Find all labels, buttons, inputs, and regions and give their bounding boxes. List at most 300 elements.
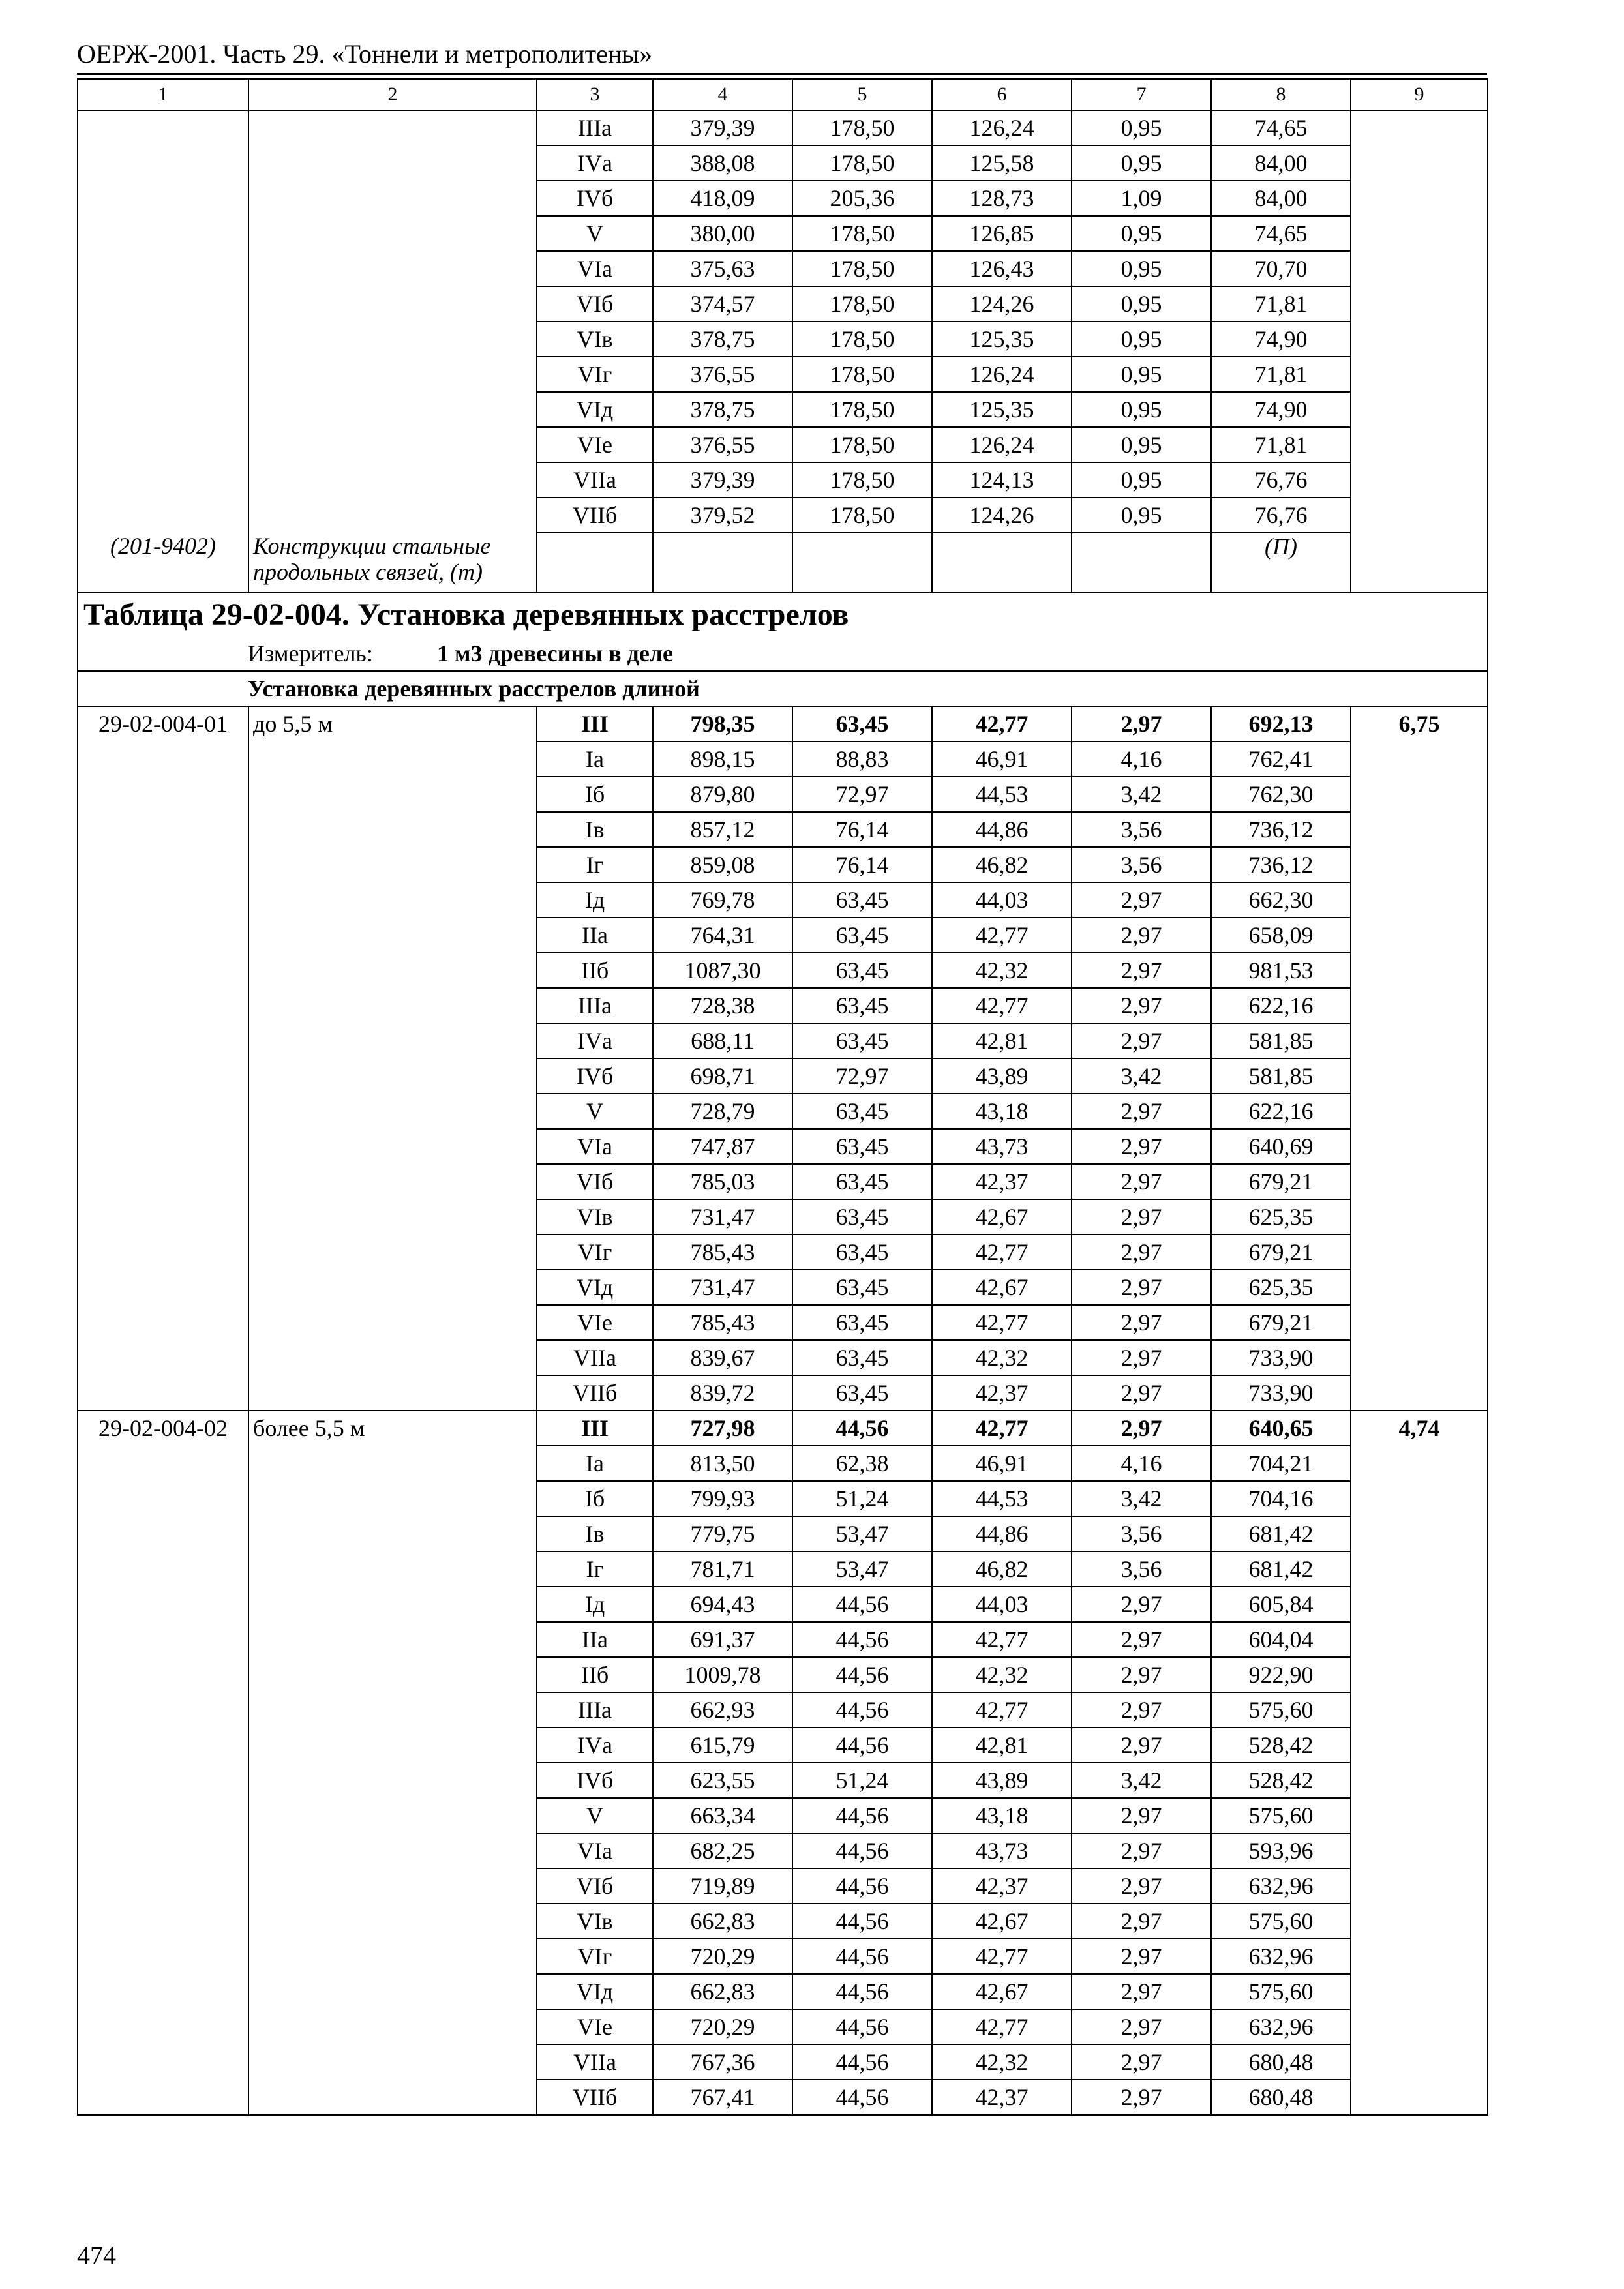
value-cell: 681,42	[1211, 1516, 1351, 1551]
value-cell: 205,36	[792, 181, 932, 216]
value-cell: 593,96	[1211, 1833, 1351, 1868]
labor-cell	[1351, 847, 1488, 882]
value-cell: 622,16	[1211, 1094, 1351, 1129]
labor-cell	[1351, 392, 1488, 427]
rate-name: до 5,5 м	[248, 706, 537, 741]
value-cell: 42,67	[932, 1974, 1072, 2009]
value-cell: 0,95	[1072, 251, 1211, 286]
labor-cell	[1351, 145, 1488, 181]
table-row	[78, 706, 1488, 741]
value-cell: 694,43	[653, 1587, 792, 1622]
name-cell	[248, 1023, 537, 1058]
value-cell: 658,09	[1211, 918, 1351, 953]
labor-cell	[1351, 2009, 1488, 2044]
code-cell	[78, 988, 248, 1023]
name-cell	[248, 1199, 537, 1234]
table-row	[78, 110, 1488, 145]
code-cell	[78, 1904, 248, 1939]
value-cell: 679,21	[1211, 1164, 1351, 1199]
value-cell: 43,89	[932, 1058, 1072, 1094]
table-row	[78, 1058, 1488, 1094]
measure-cell	[78, 636, 1488, 671]
value-cell: 418,09	[653, 181, 792, 216]
value-cell: 42,81	[932, 1728, 1072, 1763]
value-cell: 2,97	[1072, 1411, 1211, 1446]
code-cell	[78, 1798, 248, 1833]
value-cell: 764,31	[653, 918, 792, 953]
value-cell: 528,42	[1211, 1728, 1351, 1763]
value-cell: 63,45	[792, 1129, 932, 1164]
value-cell: 632,96	[1211, 1868, 1351, 1904]
value-cell: 63,45	[792, 1199, 932, 1234]
value-cell: 736,12	[1211, 847, 1351, 882]
name-cell	[248, 1974, 537, 2009]
value-cell: 581,85	[1211, 1058, 1351, 1094]
value-cell: 762,30	[1211, 777, 1351, 812]
value-cell: 2,97	[1072, 1023, 1211, 1058]
column-number: 2	[248, 79, 537, 110]
table-row	[78, 1270, 1488, 1305]
page-number: 474	[77, 2241, 116, 2270]
value-cell: 981,53	[1211, 953, 1351, 988]
value-cell: 728,79	[653, 1094, 792, 1129]
value-cell: 44,56	[792, 2080, 932, 2115]
value-cell: 46,91	[932, 741, 1072, 777]
value-cell: 42,67	[932, 1199, 1072, 1234]
value-cell: 698,71	[653, 1058, 792, 1094]
zone-cell: III	[537, 706, 653, 741]
value-cell: 74,65	[1211, 216, 1351, 251]
zone-cell: Iг	[537, 1551, 653, 1587]
code-cell	[78, 110, 248, 145]
table-row	[78, 812, 1488, 847]
labor-cell	[1351, 1446, 1488, 1481]
value-cell: 126,85	[932, 216, 1072, 251]
zone-cell: VIв	[537, 1199, 653, 1234]
zone-cell: VIг	[537, 357, 653, 392]
table-row	[78, 1939, 1488, 1974]
value-cell: 44,56	[792, 1622, 932, 1657]
zone-cell: IVб	[537, 181, 653, 216]
table-row	[78, 1868, 1488, 1904]
name-cell	[248, 1058, 537, 1094]
value-cell: 839,67	[653, 1340, 792, 1375]
value-cell: 2,97	[1072, 1798, 1211, 1833]
value-cell: 379,39	[653, 462, 792, 498]
table-row	[78, 1587, 1488, 1622]
name-cell	[248, 1692, 537, 1728]
name-cell	[248, 988, 537, 1023]
labor-cell	[1351, 181, 1488, 216]
zone-cell: IVб	[537, 1763, 653, 1798]
value-cell: 839,72	[653, 1375, 792, 1411]
value-cell: 779,75	[653, 1516, 792, 1551]
name-cell	[248, 462, 537, 498]
value-cell: 4,16	[1072, 1446, 1211, 1481]
rate-name: более 5,5 м	[248, 1411, 537, 1446]
value-cell: 178,50	[792, 216, 932, 251]
name-cell	[248, 1234, 537, 1270]
name-cell	[248, 216, 537, 251]
value-cell: 71,81	[1211, 427, 1351, 462]
section-row	[78, 671, 1488, 706]
table-row	[78, 1657, 1488, 1692]
value-cell: 63,45	[792, 882, 932, 918]
value-cell: 43,18	[932, 1798, 1072, 1833]
labor-cell	[1351, 1692, 1488, 1728]
code-cell	[78, 392, 248, 427]
code-cell	[78, 251, 248, 286]
value-cell: 178,50	[792, 251, 932, 286]
code-cell	[78, 357, 248, 392]
value-cell: 43,18	[932, 1094, 1072, 1129]
table-row	[78, 1516, 1488, 1551]
name-cell	[248, 1094, 537, 1129]
value-cell: 680,48	[1211, 2044, 1351, 2080]
measure-value: 1 м3 древесины в деле	[437, 640, 673, 666]
zone-cell: VIг	[537, 1234, 653, 1270]
value-cell: 798,35	[653, 706, 792, 741]
resource-name: Конструкции стальные продольных связей, (т)	[248, 533, 537, 593]
value-cell: 42,77	[932, 1234, 1072, 1270]
header-rule	[77, 73, 1487, 75]
table-row	[78, 882, 1488, 918]
zone-cell: IIб	[537, 1657, 653, 1692]
value-cell: 785,43	[653, 1305, 792, 1340]
value-cell: 769,78	[653, 882, 792, 918]
zone-cell: VIа	[537, 1129, 653, 1164]
value-cell: 857,12	[653, 812, 792, 847]
code-cell	[78, 918, 248, 953]
value-cell: 662,93	[653, 1692, 792, 1728]
column-number: 9	[1351, 79, 1488, 110]
table-row	[78, 216, 1488, 251]
name-cell	[248, 1516, 537, 1551]
name-cell	[248, 1164, 537, 1199]
value-cell: 44,03	[932, 1587, 1072, 1622]
labor-cell	[1351, 462, 1488, 498]
value-cell: 733,90	[1211, 1340, 1351, 1375]
code-cell	[78, 462, 248, 498]
value-cell: 682,25	[653, 1833, 792, 1868]
value-cell: 42,37	[932, 1868, 1072, 1904]
code-cell	[78, 1974, 248, 2009]
value-cell: 44,53	[932, 777, 1072, 812]
value-cell: 2,97	[1072, 1094, 1211, 1129]
value-cell: 42,77	[932, 988, 1072, 1023]
value-cell: 2,97	[1072, 2044, 1211, 2080]
value-cell: 2,97	[1072, 1904, 1211, 1939]
code-cell	[78, 1129, 248, 1164]
value-cell: 0,95	[1072, 498, 1211, 533]
code-cell	[78, 2009, 248, 2044]
value-cell: 2,97	[1072, 706, 1211, 741]
labor-cell	[1351, 1234, 1488, 1270]
code-cell	[78, 1058, 248, 1094]
value-cell: 632,96	[1211, 1939, 1351, 1974]
value-cell: 2,97	[1072, 2080, 1211, 2115]
value-cell: 42,77	[932, 1622, 1072, 1657]
code-cell	[78, 1234, 248, 1270]
value-cell: 44,53	[932, 1481, 1072, 1516]
zone-cell: VIIа	[537, 2044, 653, 2080]
value-cell: 63,45	[792, 1023, 932, 1058]
value-cell: 51,24	[792, 1481, 932, 1516]
table-row	[78, 392, 1488, 427]
table-row	[78, 1904, 1488, 1939]
code-cell	[78, 2044, 248, 2080]
value-cell: 178,50	[792, 462, 932, 498]
value-cell: 44,86	[932, 812, 1072, 847]
table-row	[78, 1446, 1488, 1481]
code-cell	[78, 812, 248, 847]
value-cell: 178,50	[792, 110, 932, 145]
value-cell: 44,56	[792, 1833, 932, 1868]
name-cell	[248, 427, 537, 462]
labor-cell	[1351, 1305, 1488, 1340]
labor-cell	[1351, 953, 1488, 988]
labor-cell	[1351, 777, 1488, 812]
value-cell: 575,60	[1211, 1692, 1351, 1728]
labor-cell	[1351, 322, 1488, 357]
name-cell	[248, 1798, 537, 1833]
value-cell: 125,35	[932, 322, 1072, 357]
value-cell: 2,97	[1072, 953, 1211, 988]
value-cell: 2,97	[1072, 988, 1211, 1023]
table-row	[78, 251, 1488, 286]
name-cell	[248, 1551, 537, 1587]
value-cell: 44,56	[792, 2009, 932, 2044]
table-body	[78, 79, 1488, 2115]
value-cell: 581,85	[1211, 1023, 1351, 1058]
value-cell: 46,82	[932, 847, 1072, 882]
value-cell: 178,50	[792, 392, 932, 427]
value-cell: 125,35	[932, 392, 1072, 427]
code-cell	[78, 1199, 248, 1234]
zone-cell: VIв	[537, 1904, 653, 1939]
value-cell: 736,12	[1211, 812, 1351, 847]
table-row	[78, 1411, 1488, 1446]
table-row	[78, 741, 1488, 777]
code-cell	[78, 1164, 248, 1199]
value-cell: 178,50	[792, 427, 932, 462]
value-cell: 2,97	[1072, 1164, 1211, 1199]
labor-cell	[1351, 1868, 1488, 1904]
value-cell: 3,56	[1072, 812, 1211, 847]
table-row	[78, 145, 1488, 181]
column-number: 4	[653, 79, 792, 110]
name-cell	[248, 1868, 537, 1904]
value-cell: 63,45	[792, 1340, 932, 1375]
labor-cell	[1351, 1728, 1488, 1763]
value-cell: 178,50	[792, 322, 932, 357]
column-number: 6	[932, 79, 1072, 110]
value-cell: 785,43	[653, 1234, 792, 1270]
value-cell: 2,97	[1072, 918, 1211, 953]
name-cell	[248, 2009, 537, 2044]
code-cell	[78, 286, 248, 322]
column-number: 1	[78, 79, 248, 110]
name-cell	[248, 1305, 537, 1340]
code-cell	[78, 1692, 248, 1728]
value-cell: 731,47	[653, 1199, 792, 1234]
value-cell: 604,04	[1211, 1622, 1351, 1657]
name-cell	[248, 812, 537, 847]
value-cell: 43,73	[932, 1129, 1072, 1164]
name-cell	[248, 1904, 537, 1939]
value-cell: 42,77	[932, 2009, 1072, 2044]
zone-cell: IIIа	[537, 988, 653, 1023]
table-row	[78, 918, 1488, 953]
value-cell: 681,42	[1211, 1551, 1351, 1587]
code-cell	[78, 498, 248, 533]
name-cell	[248, 322, 537, 357]
value-cell: 125,58	[932, 145, 1072, 181]
value-cell: 44,56	[792, 2044, 932, 2080]
labor-cell	[1351, 216, 1488, 251]
value-cell: 2,97	[1072, 1939, 1211, 1974]
table-row	[78, 427, 1488, 462]
value-cell: 76,76	[1211, 498, 1351, 533]
labor-cell	[1351, 110, 1488, 145]
value-cell: 43,89	[932, 1763, 1072, 1798]
value-cell: 0,95	[1072, 110, 1211, 145]
table-row	[78, 777, 1488, 812]
labor-cell	[1351, 1622, 1488, 1657]
table-row	[78, 1833, 1488, 1868]
value-cell: 42,77	[932, 1692, 1072, 1728]
name-cell	[248, 2044, 537, 2080]
zone-cell: VIб	[537, 1868, 653, 1904]
code-cell	[78, 1587, 248, 1622]
value-cell: 2,97	[1072, 1692, 1211, 1728]
value-cell: 378,75	[653, 392, 792, 427]
code-cell	[78, 1305, 248, 1340]
value-cell: 62,38	[792, 1446, 932, 1481]
value-cell: 1087,30	[653, 953, 792, 988]
code-cell	[78, 1270, 248, 1305]
value-cell: 44,56	[792, 1657, 932, 1692]
value-cell: 63,45	[792, 1305, 932, 1340]
zone-cell: Iа	[537, 1446, 653, 1481]
value-cell: 76,14	[792, 812, 932, 847]
value-cell: 63,45	[792, 1375, 932, 1411]
value-cell: 375,63	[653, 251, 792, 286]
value-cell: 0,95	[1072, 427, 1211, 462]
zone-cell: IIа	[537, 1622, 653, 1657]
value-cell: 43,73	[932, 1833, 1072, 1868]
value-cell: 2,97	[1072, 882, 1211, 918]
table-row	[78, 1551, 1488, 1587]
empty-cell	[653, 533, 792, 593]
name-cell	[248, 251, 537, 286]
labor-cell	[1351, 882, 1488, 918]
value-cell: 388,08	[653, 145, 792, 181]
value-cell: 720,29	[653, 2009, 792, 2044]
zone-cell: VIд	[537, 392, 653, 427]
zone-cell: Iд	[537, 1587, 653, 1622]
code-cell	[78, 777, 248, 812]
value-cell: 76,14	[792, 847, 932, 882]
name-cell	[248, 918, 537, 953]
column-number-row	[78, 79, 1488, 110]
value-cell: 3,42	[1072, 1481, 1211, 1516]
code-cell	[78, 1833, 248, 1868]
labor-cell	[1351, 1129, 1488, 1164]
value-cell: 124,26	[932, 498, 1072, 533]
zone-cell: VIIб	[537, 498, 653, 533]
value-cell: 63,45	[792, 1094, 932, 1129]
value-cell: 178,50	[792, 357, 932, 392]
value-cell: 0,95	[1072, 392, 1211, 427]
value-cell: 74,90	[1211, 322, 1351, 357]
labor-cost: 6,75	[1351, 706, 1488, 741]
value-cell: 379,39	[653, 110, 792, 145]
labor-cell	[1351, 1974, 1488, 2009]
value-cell: 42,81	[932, 1023, 1072, 1058]
value-cell: 46,91	[932, 1446, 1072, 1481]
value-cell: 747,87	[653, 1129, 792, 1164]
zone-cell: VIа	[537, 1833, 653, 1868]
value-cell: 4,16	[1072, 741, 1211, 777]
zone-cell: IVб	[537, 1058, 653, 1094]
zone-cell: IVа	[537, 1023, 653, 1058]
value-cell: 379,52	[653, 498, 792, 533]
name-cell	[248, 953, 537, 988]
table-row	[78, 1481, 1488, 1516]
value-cell: 63,45	[792, 988, 932, 1023]
table-row	[78, 1234, 1488, 1270]
rates-table	[77, 78, 1488, 2116]
value-cell: 615,79	[653, 1728, 792, 1763]
value-cell: 640,69	[1211, 1129, 1351, 1164]
labor-cell	[1351, 1058, 1488, 1094]
code-cell	[78, 2080, 248, 2115]
code-cell	[78, 1481, 248, 1516]
name-cell	[248, 110, 537, 145]
value-cell: 44,56	[792, 1728, 932, 1763]
value-cell: 2,97	[1072, 1270, 1211, 1305]
value-cell: 42,32	[932, 953, 1072, 988]
zone-cell: VIе	[537, 2009, 653, 2044]
code-cell	[78, 741, 248, 777]
name-cell	[248, 1587, 537, 1622]
table-row	[78, 1129, 1488, 1164]
value-cell: 74,90	[1211, 392, 1351, 427]
value-cell: 88,83	[792, 741, 932, 777]
zone-cell: IVа	[537, 145, 653, 181]
value-cell: 632,96	[1211, 2009, 1351, 2044]
labor-cell	[1351, 2044, 1488, 2080]
value-cell: 605,84	[1211, 1587, 1351, 1622]
code-cell	[78, 216, 248, 251]
value-cell: 128,73	[932, 181, 1072, 216]
labor-cell	[1351, 1270, 1488, 1305]
value-cell: 575,60	[1211, 1974, 1351, 2009]
table-title: Таблица 29-02-004. Установка деревянных расстрелов	[78, 593, 1488, 636]
value-cell: 126,24	[932, 427, 1072, 462]
code-cell	[78, 1375, 248, 1411]
value-cell: 44,56	[792, 1939, 932, 1974]
value-cell: 663,34	[653, 1798, 792, 1833]
value-cell: 42,77	[932, 1305, 1072, 1340]
value-cell: 42,77	[932, 1939, 1072, 1974]
name-cell	[248, 882, 537, 918]
code-cell	[78, 427, 248, 462]
value-cell: 704,16	[1211, 1481, 1351, 1516]
value-cell: 720,29	[653, 1939, 792, 1974]
value-cell: 692,13	[1211, 706, 1351, 741]
